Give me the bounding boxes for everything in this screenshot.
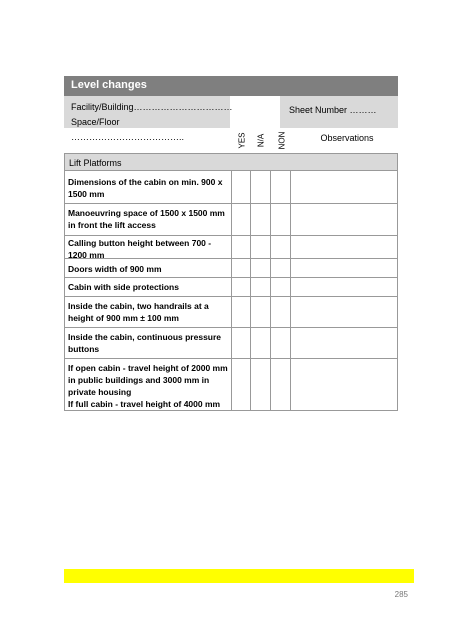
- grid-left-border: [64, 171, 65, 411]
- grid-col-obs-left: [290, 171, 291, 411]
- row-label-doors-width: Doors width of 900 mm: [68, 264, 162, 274]
- grid-bottom-border: [64, 410, 398, 411]
- row-label-handrails: Inside the cabin, two handrails at a height of 900 mm ± 100 mm: [68, 301, 209, 323]
- row-label-open-cabin: If open cabin - travel height of 2000 mm in public buildings and 3000 mm in private housing: [68, 363, 228, 397]
- column-header-non: NON: [277, 131, 287, 150]
- facility-space-box: [64, 96, 233, 142]
- row-label-manoeuvring-space: Manoeuvring space of 1500 x 1500 mm in front the lift access: [68, 208, 225, 230]
- grid-col-non-left: [270, 171, 271, 411]
- grid-row-line: [64, 235, 398, 236]
- highlight-bar: [64, 569, 414, 583]
- grid-col-yes-left: [231, 171, 232, 411]
- row-label-calling-button: Calling button height between 700 - 1200 mm: [68, 238, 212, 260]
- page-number: 285: [394, 590, 408, 599]
- grid-right-border: [397, 171, 398, 411]
- column-header-yes: YES: [237, 132, 247, 149]
- space-label: Space/Floor ………………………………..: [71, 117, 185, 142]
- grid-row-line: [64, 203, 398, 204]
- facility-label: Facility/Building……………………………: [71, 102, 233, 112]
- row-label-cabin-dimensions: Dimensions of the cabin on min. 900 x 1500 mm: [68, 177, 223, 199]
- grid-row-line: [64, 327, 398, 328]
- sheet-number-box: [280, 96, 398, 128]
- grid-row-line: [64, 358, 398, 359]
- row-label-full-cabin: If full cabin - travel height of 4000 mm: [68, 399, 221, 409]
- section-lift-platforms: Lift Platforms: [64, 153, 398, 171]
- section-title: Level changes: [64, 76, 398, 96]
- grid-col-na-left: [250, 171, 251, 411]
- row-label-side-protections: Cabin with side protections: [68, 282, 179, 292]
- grid-row-line: [64, 296, 398, 297]
- row-label-pressure-buttons: Inside the cabin, continuous pressure buttons: [68, 332, 222, 354]
- sheet-number-label: Sheet Number ………: [289, 105, 377, 115]
- grid-row-line: [64, 277, 398, 278]
- column-header-observations: Observations: [320, 133, 374, 143]
- column-header-na: N/A: [256, 133, 266, 148]
